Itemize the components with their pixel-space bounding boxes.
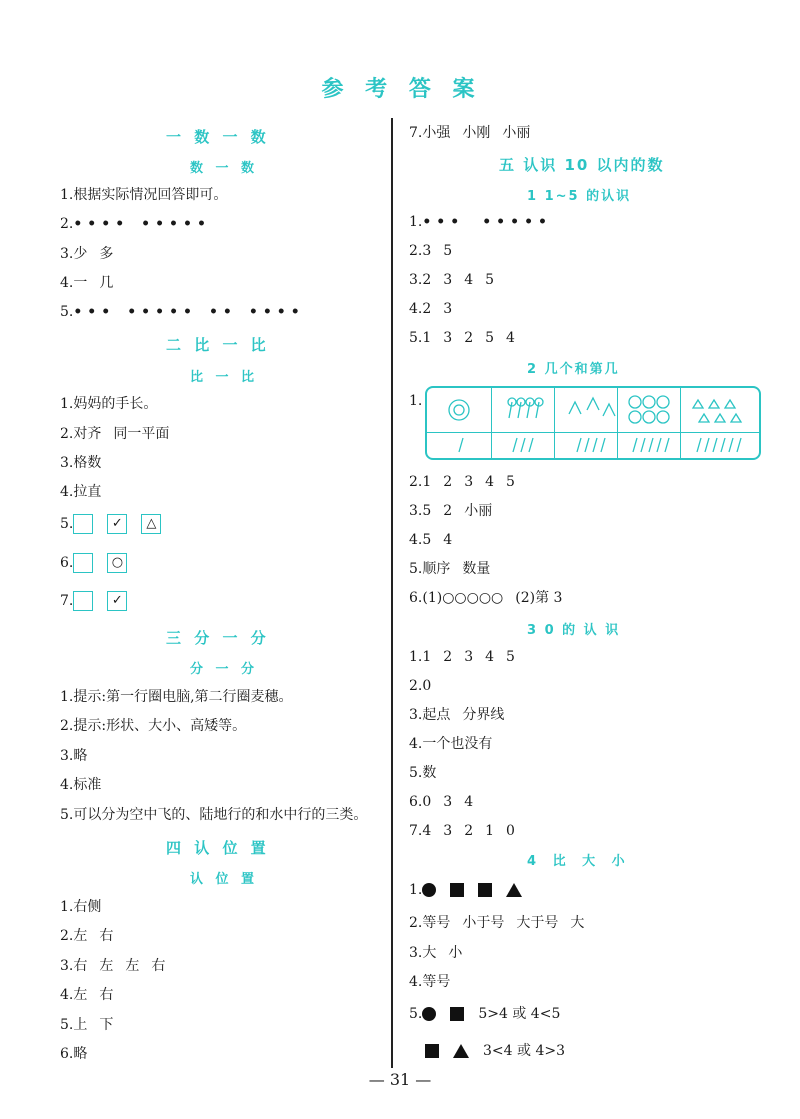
- answer-value: 右: [151, 958, 166, 974]
- answer-value: 小强: [422, 125, 451, 141]
- answer-line: [60, 215, 211, 233]
- black-square-icon: [450, 883, 464, 897]
- answer-line: 4.一个也没有: [409, 736, 493, 752]
- answer-value: 同一平面: [113, 426, 170, 442]
- black-circle-icon: [422, 883, 436, 897]
- answer-value: 数量: [462, 561, 491, 577]
- answer-number: 5.: [60, 304, 74, 320]
- answer-value: 小丽: [464, 503, 493, 519]
- answer-value: 多: [99, 246, 114, 262]
- answer-line: 5.可以分为空中飞的、陆地行的和水中行的三类。: [60, 807, 368, 823]
- answer-line: [60, 245, 113, 263]
- answer-line: [409, 793, 473, 811]
- answer-value: 0: [506, 823, 515, 839]
- answer-number: 2.: [60, 928, 74, 944]
- answer-line: [60, 514, 175, 534]
- answer-value: 右: [99, 987, 114, 1003]
- title-char: 案: [452, 77, 479, 102]
- dot-group: •••: [73, 304, 116, 320]
- answer-value: 一: [73, 275, 88, 291]
- dot-group: •••••: [127, 304, 197, 320]
- answer-number: 1.: [409, 393, 423, 409]
- answer-number: 2.: [409, 474, 423, 490]
- black-circle-icon: [422, 1007, 436, 1021]
- answer-value: 3: [443, 330, 453, 346]
- section-title-1: 一 数 一 数: [166, 128, 270, 146]
- answer-number: 6.: [409, 590, 423, 606]
- answer-value: (1)○○○○○: [422, 590, 504, 606]
- answer-value: 左: [73, 928, 88, 944]
- answer-line: 3.略: [60, 748, 88, 764]
- answer-value: 5: [485, 272, 495, 288]
- answer-line: [60, 1016, 113, 1034]
- answer-value: 4: [443, 532, 453, 548]
- answer-value: 0: [422, 794, 432, 810]
- black-square-icon: [425, 1044, 439, 1058]
- answer-value: 分界线: [462, 707, 505, 723]
- answer-value: 1: [422, 649, 432, 665]
- answer-value: 3: [443, 794, 453, 810]
- answer-number: 5.: [60, 516, 74, 532]
- answer-value: 5: [422, 503, 432, 519]
- answer-value: 左: [73, 987, 88, 1003]
- page-title: [0, 72, 800, 103]
- answer-value: 起点: [422, 707, 451, 723]
- answer-line: [409, 589, 562, 607]
- answer-line: [60, 425, 169, 443]
- subsection-title-5-2: 2 几个和第几: [527, 362, 620, 377]
- dot-group: •••••: [482, 214, 552, 230]
- title-char: 考: [365, 77, 392, 102]
- answer-line: [425, 1042, 565, 1060]
- answer-line: [409, 531, 452, 549]
- counting-figure-art: [427, 388, 759, 458]
- answer-value: 1: [485, 823, 495, 839]
- section-title-5: 五 认识 10 以内的数: [499, 156, 665, 174]
- column-divider: [391, 118, 393, 1068]
- answer-line: [409, 648, 515, 666]
- answer-number: 3.: [409, 945, 423, 961]
- answer-value: 左: [125, 958, 140, 974]
- answer-line: [409, 1005, 560, 1023]
- answer-value: (2)第 3: [515, 590, 563, 606]
- answer-line: [409, 271, 494, 289]
- answer-number: 1.: [409, 214, 423, 230]
- answer-value: 1: [422, 474, 432, 490]
- black-triangle-icon: [453, 1044, 469, 1058]
- answer-number: 6.: [409, 794, 423, 810]
- answer-number: 4.: [60, 275, 74, 291]
- answer-value: 5: [443, 243, 453, 259]
- answer-line: 4.标准: [60, 777, 102, 793]
- answer-number: 4.: [409, 301, 423, 317]
- answer-box: ✓: [107, 591, 127, 611]
- answer-number: 1.: [409, 649, 423, 665]
- answer-value: 5: [506, 649, 515, 665]
- answer-line: [409, 242, 452, 260]
- answer-number: 3.: [409, 272, 423, 288]
- answer-number: 7.: [60, 593, 74, 609]
- answer-line: 6.略: [60, 1046, 88, 1062]
- answer-number: 2.: [60, 216, 74, 232]
- answer-box: ○: [107, 553, 127, 573]
- answer-line: 1.右侧: [60, 899, 102, 915]
- answer-value: 4: [464, 272, 474, 288]
- answer-line: [409, 124, 530, 142]
- answer-value: 5: [506, 474, 515, 490]
- answer-value: 2: [464, 330, 474, 346]
- counting-figure: [425, 386, 761, 460]
- answer-line: 1.根据实际情况回答即可。: [60, 187, 228, 203]
- answer-number: 5.: [409, 561, 423, 577]
- answer-box: △: [141, 514, 161, 534]
- answer-value: 5: [422, 532, 432, 548]
- answer-line: 4.等号: [409, 974, 451, 990]
- answer-line: [409, 329, 515, 347]
- comparison-expression: 5>4 或 4<5: [478, 1006, 561, 1022]
- answer-box: [73, 514, 93, 534]
- answer-line: [409, 822, 515, 840]
- answer-number: 5.: [409, 330, 423, 346]
- answer-value: 4: [464, 794, 474, 810]
- answer-number: 7.: [409, 823, 423, 839]
- answer-value: 2: [443, 649, 453, 665]
- answer-line: [409, 300, 452, 318]
- answer-number: 2.: [409, 243, 423, 259]
- answer-value: 上: [73, 1017, 88, 1033]
- answer-value: 小于号: [462, 915, 505, 931]
- answer-line: 2.0: [409, 678, 432, 694]
- answer-value: 3: [443, 301, 453, 317]
- answer-number: 2.: [60, 426, 74, 442]
- answer-value: 4: [485, 474, 495, 490]
- answer-value: 2: [422, 272, 432, 288]
- comparison-expression: 3<4 或 4>3: [483, 1043, 565, 1059]
- answer-number: 3.: [60, 958, 74, 974]
- subsection-title-5-1: 1 1~5 的认识: [527, 189, 632, 204]
- answer-line: [60, 927, 113, 945]
- dot-group: ••••: [248, 304, 305, 320]
- answer-value: 3: [422, 243, 432, 259]
- answer-value: 等号: [422, 915, 451, 931]
- answer-value: 4: [485, 649, 495, 665]
- answer-number: 3.: [409, 503, 423, 519]
- subsection-title-1: 数 一 数: [190, 161, 259, 176]
- answer-number: 3.: [409, 707, 423, 723]
- answer-line: [60, 274, 113, 292]
- answer-line: [409, 392, 422, 410]
- black-square-icon: [478, 883, 492, 897]
- answer-value: 3: [443, 272, 453, 288]
- answer-line: [409, 706, 504, 724]
- answer-value: 2: [443, 503, 453, 519]
- answer-line: 5.数: [409, 765, 437, 781]
- answer-number: 3.: [60, 246, 74, 262]
- answer-box: ✓: [107, 514, 127, 534]
- answer-value: 4: [422, 823, 432, 839]
- answer-value: 顺序: [422, 561, 451, 577]
- answer-value: 1: [422, 330, 432, 346]
- answer-number: 2.: [409, 915, 423, 931]
- answer-line: [409, 502, 492, 520]
- answer-line: 2.提示:形状、大小、高矮等。: [60, 718, 247, 734]
- answer-value: 小刚: [462, 125, 491, 141]
- dot-group: •••••: [141, 216, 211, 232]
- section-title-2: 二 比 一 比: [166, 336, 270, 354]
- answer-value: 左: [99, 958, 114, 974]
- answer-value: 2: [464, 823, 474, 839]
- answer-number: 4.: [409, 532, 423, 548]
- subsection-title-2: 比 一 比: [190, 370, 259, 385]
- page-number: — 31 —: [368, 1070, 432, 1089]
- answer-line: [60, 591, 141, 611]
- answer-line: [60, 553, 141, 573]
- answer-line: [409, 914, 584, 932]
- black-triangle-icon: [506, 883, 522, 897]
- answer-line: [409, 881, 536, 899]
- answer-number: 4.: [60, 987, 74, 1003]
- answer-value: 几: [99, 275, 114, 291]
- answer-line: 1.妈妈的手长。: [60, 396, 158, 412]
- subsection-title-4: 认 位 置: [190, 872, 259, 887]
- answer-value: 大: [422, 945, 437, 961]
- answer-line: 1.提示:第一行圈电脑,第二行圈麦穗。: [60, 689, 293, 705]
- answer-value: 对齐: [73, 426, 102, 442]
- answer-value: 右: [73, 958, 88, 974]
- answer-number: 5.: [409, 1006, 423, 1022]
- answer-line: 4.拉直: [60, 484, 102, 500]
- answer-line: [60, 986, 113, 1004]
- title-char: 答: [408, 77, 435, 102]
- answer-line: [60, 957, 165, 975]
- subsection-title-5-3: 3 0 的 认 识: [527, 623, 621, 638]
- answer-value: 3: [464, 474, 474, 490]
- answer-value: 4: [506, 330, 515, 346]
- answer-value: 5: [485, 330, 495, 346]
- dot-group: •••: [422, 214, 465, 230]
- section-title-4: 四 认 位 置: [166, 839, 270, 857]
- answer-line: [409, 560, 490, 578]
- subsection-title-3: 分 一 分: [190, 662, 259, 677]
- answer-value: 小丽: [502, 125, 531, 141]
- subsection-title-5-4: 4 比 大 小: [527, 854, 631, 869]
- answer-number: 6.: [60, 555, 74, 571]
- answer-number: 7.: [409, 125, 423, 141]
- answer-value: 3: [464, 649, 474, 665]
- answer-value: 少: [73, 246, 88, 262]
- answer-value: 小: [448, 945, 463, 961]
- black-square-icon: [450, 1007, 464, 1021]
- answer-number: 1.: [409, 882, 423, 898]
- answer-value: 2: [443, 474, 453, 490]
- answer-line: 3.格数: [60, 455, 102, 471]
- answer-value: 右: [99, 928, 114, 944]
- answer-box: [73, 591, 93, 611]
- title-char: 参: [321, 77, 348, 102]
- answer-box: [73, 553, 93, 573]
- answer-value: 3: [443, 823, 453, 839]
- answer-line: [409, 944, 462, 962]
- dot-group: ••: [208, 304, 237, 320]
- answer-value: 2: [422, 301, 432, 317]
- answer-number: 5.: [60, 1017, 74, 1033]
- answer-line: [409, 473, 515, 491]
- answer-value: 大: [570, 915, 585, 931]
- section-title-3: 三 分 一 分: [166, 629, 270, 647]
- answer-line: [409, 213, 552, 231]
- answer-line: [60, 303, 305, 321]
- dot-group: ••••: [73, 216, 130, 232]
- answer-value: 大于号: [516, 915, 559, 931]
- answer-value: 下: [99, 1017, 114, 1033]
